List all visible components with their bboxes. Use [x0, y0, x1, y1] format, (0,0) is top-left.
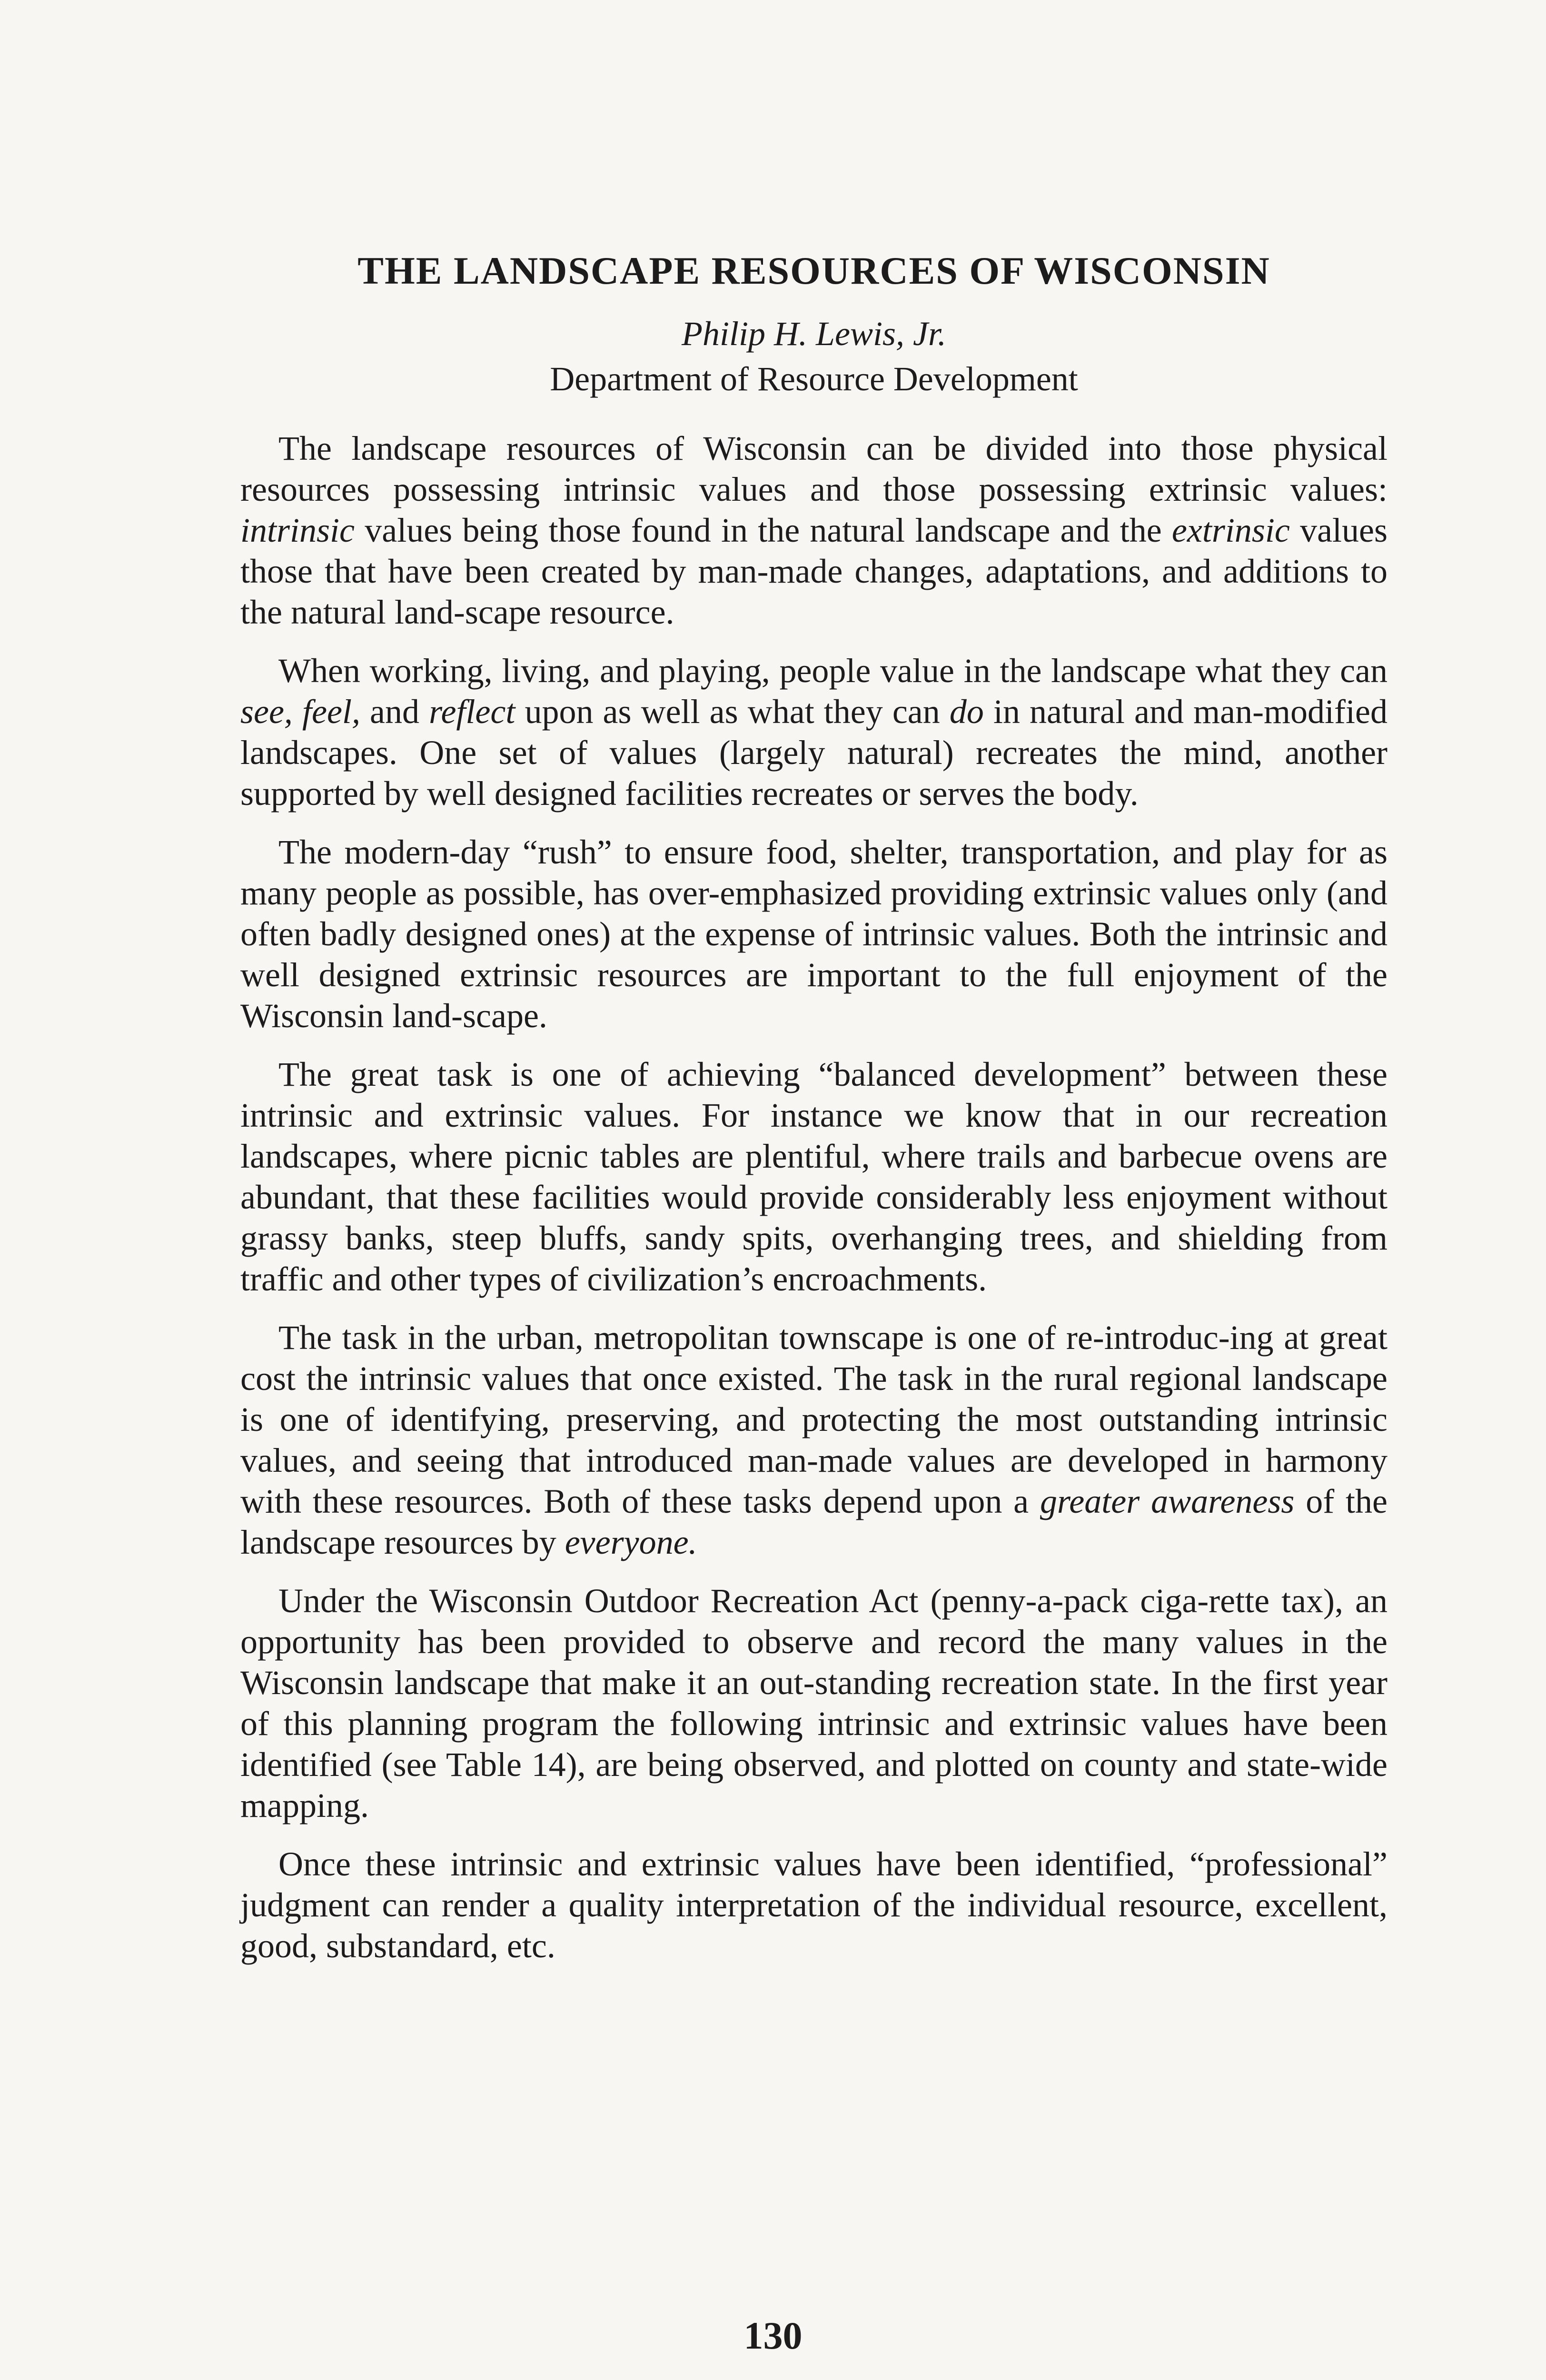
- italic-text: do: [949, 693, 984, 731]
- page-number: 130: [743, 2314, 803, 2357]
- italic-text: greater awareness: [1040, 1482, 1295, 1521]
- italic-text: everyone.: [565, 1523, 697, 1562]
- paragraph: When working, living, and playing, people value in the landscape what they can see, feel, and reflect upon as well as what they can do in natural and man-modified landscapes. One set of values (largely natural) recreates the mind, another supported by well designed facilities recreates or serves the body.: [240, 652, 1387, 813]
- italic-text: reflect: [429, 693, 515, 731]
- italic-text: see, feel,: [240, 693, 360, 731]
- paragraph: The landscape resources of Wisconsin can be divided into those physical resources possessing intrinsic values and those possessing extrinsic values: intrinsic values being those found in the natural landscape and the extrinsic values those that have been created by man-made changes, adaptations, and additions to the natural land-scape resource.: [240, 429, 1387, 632]
- author-name: Philip H. Lewis, Jr.: [681, 315, 947, 353]
- article: [240, 248, 1387, 1984]
- paragraph: The great task is one of achieving “balanced development” between these intrinsic and extrinsic values. For instance we know that in our recreation landscapes, where picnic tables are plentiful, where trails and barbecue ovens are abundant, that these facilities would provide considerably less enjoyment without grassy banks, steep bluffs, sandy spits, overhanging trees, and shielding from traffic and other types of civilization’s encroachments.: [240, 1055, 1387, 1299]
- article-title: THE LANDSCAPE RESOURCES OF WISCONSIN: [357, 249, 1270, 292]
- paragraph: The modern-day “rush” to ensure food, shelter, transportation, and play for as many people as possible, has over-emphasized providing extrinsic values only (and often badly designed ones) at the expense of intrinsic values. Both the intrinsic and well designed extrinsic resources are important to the full enjoyment of the Wisconsin land-scape.: [240, 833, 1387, 1035]
- body-text: [240, 428, 1387, 1966]
- author-department: Department of Resource Development: [550, 359, 1078, 398]
- italic-text: extrinsic: [1171, 511, 1290, 550]
- paragraph: Under the Wisconsin Outdoor Recreation Act (penny-a-pack ciga-rette tax), an opportunity has been provided to observe and record the many values in the Wisconsin landscape that make it an out-standing recreation state. In the first year of this planning program the following intrinsic and extrinsic values have been identified (see Table 14), are being observed, and plotted on county and state-wide mapping.: [240, 1582, 1387, 1825]
- paragraph: The task in the urban, metropolitan townscape is one of re-introduc-ing at great cost the intrinsic values that once existed. The task in the rural regional landscape is one of identifying, preserving, and protecting the most outstanding intrinsic values, and seeing that introduced man-made values are developed in harmony with these resources. Both of these tasks depend upon a greater awareness of the landscape resources by everyone.: [240, 1319, 1388, 1562]
- paragraph: Once these intrinsic and extrinsic values have been identified, “professional” judgment can render a quality interpretation of the individual resource, excellent, good, substandard, etc.: [240, 1845, 1387, 1965]
- italic-text: intrinsic: [240, 511, 355, 550]
